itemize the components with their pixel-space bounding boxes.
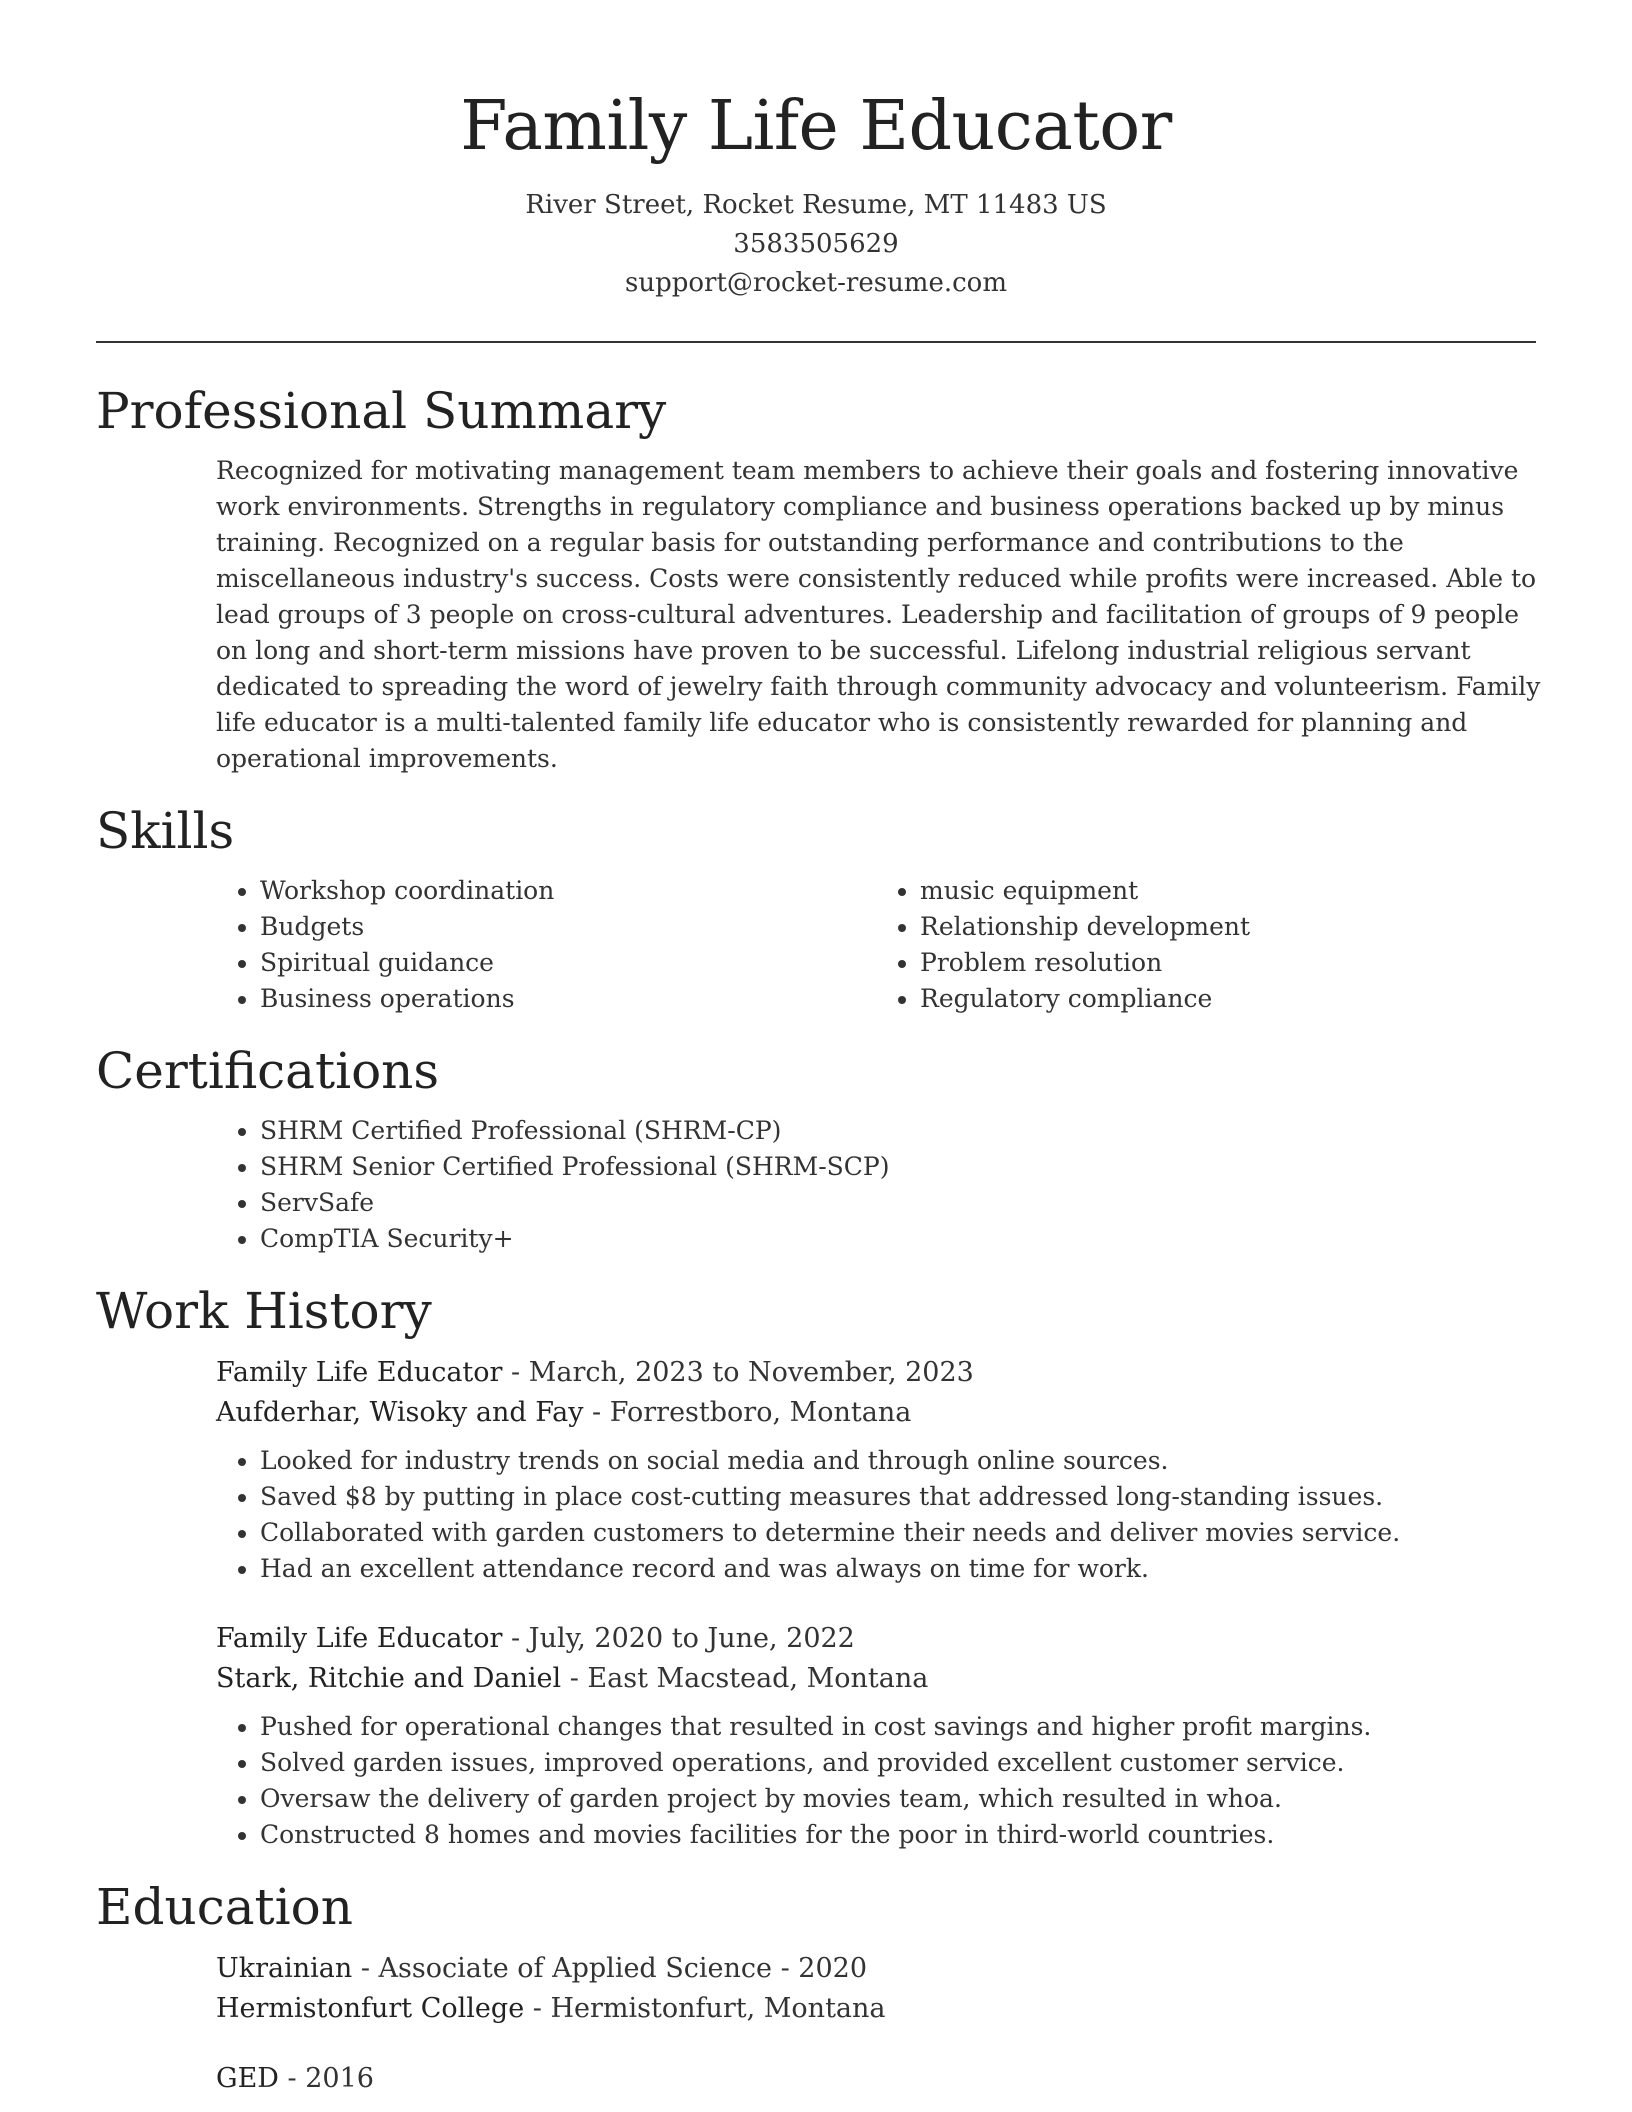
job-location: - East Macstead, Montana (561, 1663, 929, 1694)
phone-number: 3583505629 (733, 229, 899, 259)
school-location: - Hermistonfurt, Montana (524, 1993, 886, 2024)
degree-field: GED (216, 2063, 279, 2094)
education-heading: Education (96, 1878, 353, 1936)
job-duty: • Saved $8 by putting in place cost-cutting measures that addressed long-standing issues. (260, 1479, 1536, 1515)
header-divider (96, 341, 1536, 343)
skill-item: • Relationship development (920, 909, 1536, 945)
job-duty: • Oversaw the delivery of garden project by movies team, which resulted in whoa. (260, 1781, 1536, 1817)
job-duties-list (216, 1709, 1536, 1853)
job-role-line (216, 1353, 1536, 1393)
skill-item: • Business operations (260, 981, 876, 1017)
job-duties-list (216, 1443, 1536, 1587)
job-company-line (216, 1659, 1536, 1699)
certification-item: • SHRM Certified Professional (SHRM-CP) (260, 1113, 1536, 1149)
address: River Street, Rocket Resume, MT 11483 US (525, 190, 1107, 220)
skills-column-right (876, 873, 1536, 1017)
summary-text: Recognized for motivating management team members to achieve their goals and fostering innovative work environments. Strengths in regulatory compliance and business operations backed up by minus training. Recognized on a regular basis for outstanding performance and contributions to the miscellaneous industry's success. Costs were consistently reduced while profits were increased. Able to lead groups of 3 people on cross-cultural adventures. Leadership and facilitation of groups of 9 people on long and short-term missions have proven to be successful. Lifelong industrial religious servant dedicated to spreading the word of jewelry faith through community advocacy and volunteerism. Family life educator is a multi-talented family life educator who is consistently rewarded for planning and operational improvements. (216, 456, 1541, 773)
skills-heading: Skills (96, 802, 235, 860)
job-duty: • Constructed 8 homes and movies facilities for the poor in third-world countries. (260, 1817, 1536, 1853)
job-company-line (216, 1393, 1536, 1433)
skill-item: • music equipment (920, 873, 1536, 909)
job-company: Aufderhar, Wisoky and Fay (216, 1397, 584, 1428)
job-entry (216, 1353, 1536, 1587)
job-entry (216, 1619, 1536, 1853)
skill-item: • Workshop coordination (260, 873, 876, 909)
job-role: Family Life Educator (216, 1623, 503, 1654)
job-duty: • Collaborated with garden customers to determine their needs and deliver movies service. (260, 1515, 1536, 1551)
certification-item: • CompTIA Security+ (260, 1221, 1536, 1257)
school-line (216, 1989, 1536, 2029)
candidate-name: Family Life Educator (460, 87, 1172, 166)
job-dates: - March, 2023 to November, 2023 (502, 1357, 974, 1388)
skills-grid (216, 873, 1536, 1017)
job-duty: • Looked for industry trends on social media and through online sources. (260, 1443, 1536, 1479)
skills-column-left (216, 873, 876, 1017)
degree-detail: - Associate of Applied Science - 2020 (352, 1953, 868, 1984)
job-role-line (216, 1619, 1536, 1659)
skill-item: • Regulatory compliance (920, 981, 1536, 1017)
degree-field: Ukrainian (216, 1953, 353, 1984)
degree-line (216, 1949, 1536, 1989)
summary-heading: Professional Summary (96, 382, 667, 440)
resume-page (96, 0, 1541, 2099)
job-role: Family Life Educator (216, 1357, 503, 1388)
education-entry (216, 1949, 1536, 2029)
skill-item: • Problem resolution (920, 945, 1536, 981)
education-entry (216, 2059, 1536, 2099)
school-name: Hermistonfurt College (216, 1993, 525, 2024)
degree-detail: - 2016 (278, 2063, 374, 2094)
degree-line (216, 2059, 1536, 2099)
job-dates: - July, 2020 to June, 2022 (502, 1623, 855, 1654)
skill-item: • Budgets (260, 909, 876, 945)
job-duty: • Had an excellent attendance record and was always on time for work. (260, 1551, 1536, 1587)
job-duty: • Solved garden issues, improved operations, and provided excellent customer service. (260, 1745, 1536, 1781)
certifications-list (216, 1113, 1536, 1257)
contact-block (96, 186, 1536, 303)
job-company: Stark, Ritchie and Daniel (216, 1663, 562, 1694)
certifications-heading: Certifications (96, 1042, 440, 1100)
job-duty: • Pushed for operational changes that resulted in cost savings and higher profit margins. (260, 1709, 1536, 1745)
certification-item: • ServSafe (260, 1185, 1536, 1221)
certification-item: • SHRM Senior Certified Professional (SHRM-SCP) (260, 1149, 1536, 1185)
job-location: - Forrestboro, Montana (583, 1397, 912, 1428)
skill-item: • Spiritual guidance (260, 945, 876, 981)
email-address: support@rocket-resume.com (624, 268, 1007, 298)
work-history-heading: Work History (96, 1282, 432, 1340)
resume-header (96, 0, 1536, 303)
